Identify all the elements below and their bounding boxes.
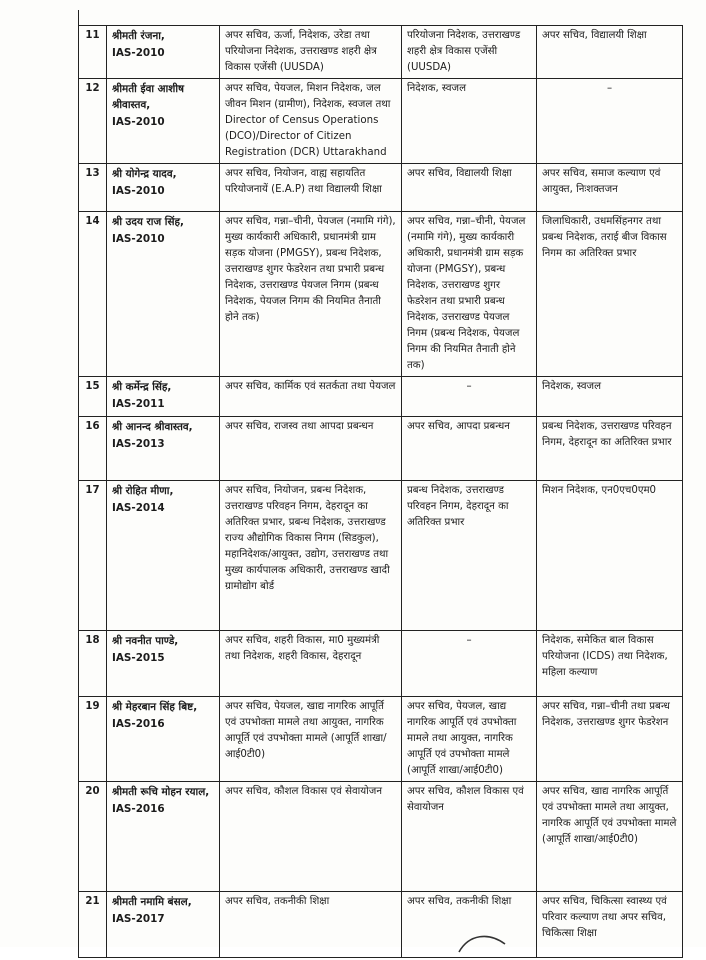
new-posting xyxy=(402,377,537,417)
relieved-posting: अपर सचिव, समाज कल्याण एवं आयुक्त, निःशक्तजन xyxy=(537,164,683,212)
current-posting: अपर सचिव, पेयजल, मिशन निदेशक, जल जीवन मिशन (ग्रामीण), निदेशक, स्वजल तथा Director of Census Operations (DCO)/Director of Citizen Registration (DCR) Uttarakhand xyxy=(220,79,402,164)
officer-service: IAS-2011 xyxy=(112,398,165,410)
serial-number: 13 xyxy=(79,164,107,212)
serial-number: 17 xyxy=(79,481,107,631)
officer-service: IAS-2015 xyxy=(112,652,165,664)
relieved-posting: अपर सचिव, चिकित्सा स्वास्थ्य एवं परिवार कल्याण तथा अपर सचिव, चिकित्सा शिक्षा xyxy=(537,892,683,958)
relieved-posting xyxy=(537,79,683,164)
serial-number: 19 xyxy=(79,697,107,782)
table-row xyxy=(79,417,683,481)
officer-cell xyxy=(107,377,220,417)
officer-service: IAS-2016 xyxy=(112,803,165,815)
table-row xyxy=(79,892,683,958)
officer-cell xyxy=(107,417,220,481)
table-row xyxy=(79,26,683,79)
officer-cell xyxy=(107,782,220,892)
new-posting: अपर सचिव, गन्ना–चीनी, पेयजल (नमामि गंगे), मुख्य कार्यकारी अधिकारी, प्रधानमंत्री ग्राम सड़क योजना (PMGSY), प्रबन्ध निदेशक, उत्तराखण्ड शुगर फेडरेशन तथा प्रभारी प्रबन्ध निदेशक, उत्तराखण्ड पेयजल निगम (प्रबन्ध निदेशक, पेयजल निगम की नियमित तैनाती होने तक) xyxy=(402,212,537,377)
officer-name: श्री कर्मेन्द्र सिंह, xyxy=(112,381,172,393)
relieved-posting: अपर सचिव, गन्ना–चीनी तथा प्रबन्ध निदेशक, उत्तराखण्ड शुगर फेडरेशन xyxy=(537,697,683,782)
relieved-posting: अपर सचिव, खाद्य नागरिक आपूर्ति एवं उपभोक्ता मामले तथा आयुक्त, नागरिक आपूर्ति एवं उपभोक्ता मामले (आपूर्ति शाखा/आई0टी0) xyxy=(537,782,683,892)
officer-service: IAS-2010 xyxy=(112,116,165,128)
relieved-posting: प्रबन्ध निदेशक, उत्तराखण्ड परिवहन निगम, देहरादून का अतिरिक्त प्रभार xyxy=(537,417,683,481)
officer-name: श्री आनन्द श्रीवास्तव, xyxy=(112,421,193,433)
new-posting: निदेशक, स्वजल xyxy=(402,79,537,164)
serial-number: 12 xyxy=(79,79,107,164)
relieved-posting: मिशन निदेशक, एन0एच0एम0 xyxy=(537,481,683,631)
officer-name: श्रीमती नमामि बंसल, xyxy=(112,896,192,908)
officer-name: श्रीमती ईवा आशीष श्रीवास्तव, xyxy=(112,83,185,111)
current-posting: अपर सचिव, राजस्व तथा आपदा प्रबन्धन xyxy=(220,417,402,481)
officer-service: IAS-2017 xyxy=(112,913,165,925)
officer-name: श्री मेहरबान सिंह बिष्ट, xyxy=(112,701,198,713)
officer-name: श्री नवनीत पाण्डे, xyxy=(112,635,179,647)
current-posting: अपर सचिव, ऊर्जा, निदेशक, उरेडा तथा परियोजना निदेशक, उत्तराखण्ड शहरी क्षेत्र विकास एजेंसी (UUSDA) xyxy=(220,26,402,79)
current-posting: अपर सचिव, पेयजल, खाद्य नागरिक आपूर्ति एवं उपभोक्ता मामले तथा आयुक्त, नागरिक आपूर्ति एवं उपभोक्ता मामले (आपूर्ति शाखा/आई0टी0) xyxy=(220,697,402,782)
officer-service: IAS-2014 xyxy=(112,502,165,514)
officer-cell xyxy=(107,697,220,782)
current-posting: अपर सचिव, शहरी विकास, मा0 मुख्यमंत्री तथा निदेशक, शहरी विकास, देहरादून xyxy=(220,631,402,697)
officer-cell xyxy=(107,164,220,212)
officer-name: श्री योगेन्द्र यादव, xyxy=(112,168,177,180)
officer-cell xyxy=(107,26,220,79)
officer-name: श्री रोहित मीणा, xyxy=(112,485,174,497)
current-posting: अपर सचिव, कौशल विकास एवं सेवायोजन xyxy=(220,782,402,892)
new-posting: अपर सचिव, तकनीकी शिक्षा xyxy=(402,892,537,958)
officer-cell xyxy=(107,79,220,164)
officer-service: IAS-2013 xyxy=(112,438,165,450)
table-row xyxy=(79,631,683,697)
current-posting: अपर सचिव, तकनीकी शिक्षा xyxy=(220,892,402,958)
serial-number: 14 xyxy=(79,212,107,377)
officer-name: श्री उदय राज सिंह, xyxy=(112,216,184,228)
serial-number: 15 xyxy=(79,377,107,417)
new-posting: प्रबन्ध निदेशक, उत्तराखण्ड परिवहन निगम, देहरादून का अतिरिक्त प्रभार xyxy=(402,481,537,631)
new-posting: अपर सचिव, पेयजल, खाद्य नागरिक आपूर्ति एवं उपभोक्ता मामले तथा आयुक्त, नागरिक आपूर्ति एवं उपभोक्ता मामले (आपूर्ति शाखा/आई0टी0) xyxy=(402,697,537,782)
officer-name: श्रीमती रंजना, xyxy=(112,30,165,42)
current-posting: अपर सचिव, नियोजन, वाह्य सहायतित परियोजनायें (E.A.P) तथा विद्यालयी शिक्षा xyxy=(220,164,402,212)
new-posting: अपर सचिव, कौशल विकास एवं सेवायोजन xyxy=(402,782,537,892)
table-row xyxy=(79,164,683,212)
serial-number: 16 xyxy=(79,417,107,481)
officer-service: IAS-2010 xyxy=(112,233,165,245)
current-posting: अपर सचिव, गन्ना–चीनी, पेयजल (नमामि गंगे), मुख्य कार्यकारी अधिकारी, प्रधानमंत्री ग्राम सड़क योजना (PMGSY), प्रबन्ध निदेशक, उत्तराखण्ड शुगर फेडरेशन तथा प्रभारी प्रबन्ध निदेशक, उत्तराखण्ड पेयजल निगम (प्रबन्ध निदेशक, पेयजल निगम की नियमित तैनाती होने तक) xyxy=(220,212,402,377)
table-row xyxy=(79,697,683,782)
no-entry-dash: – xyxy=(606,83,613,94)
no-entry-dash: – xyxy=(466,381,472,392)
new-posting: अपर सचिव, विद्यालयी शिक्षा xyxy=(402,164,537,212)
officer-service: IAS-2010 xyxy=(112,185,165,197)
current-posting: अपर सचिव, कार्मिक एवं सतर्कता तथा पेयजल xyxy=(220,377,402,417)
table-row xyxy=(79,377,683,417)
current-posting: अपर सचिव, नियोजन, प्रबन्ध निदेशक, उत्तराखण्ड परिवहन निगम, देहरादून का अतिरिक्त प्रभार, प्रबन्ध निदेशक, उत्तराखण्ड राज्य औद्योगिक विकास निगम (सिडकुल), महानिदेशक/आयुक्त, उद्योग, उत्तराखण्ड तथा मुख्य कार्यपालक अधिकारी, उत्तराखण्ड खादी ग्रामोद्योग बोर्ड xyxy=(220,481,402,631)
table-row xyxy=(79,481,683,631)
new-posting: परियोजना निदेशक, उत्तराखण्ड शहरी क्षेत्र विकास एजेंसी (UUSDA) xyxy=(402,26,537,79)
serial-number: 18 xyxy=(79,631,107,697)
transfer-table xyxy=(78,25,683,958)
serial-number: 11 xyxy=(79,26,107,79)
no-entry-dash: – xyxy=(466,635,472,646)
table-row xyxy=(79,782,683,892)
table-row xyxy=(79,79,683,164)
table-continuation-edge xyxy=(78,10,682,25)
relieved-posting: निदेशक, समेकित बाल विकास परियोजना (ICDS) तथा निदेशक, महिला कल्याण xyxy=(537,631,683,697)
new-posting xyxy=(402,631,537,697)
serial-number: 21 xyxy=(79,892,107,958)
officer-service: IAS-2010 xyxy=(112,47,165,59)
serial-number: 20 xyxy=(79,782,107,892)
officer-name: श्रीमती रूचि मोहन रयाल, xyxy=(112,786,210,798)
relieved-posting: जिलाधिकारी, उधमसिंहनगर तथा प्रबन्ध निदेशक, तराई बीज विकास निगम का अतिरिक्त प्रभार xyxy=(537,212,683,377)
officer-cell xyxy=(107,892,220,958)
signature-curl-mark xyxy=(455,930,515,960)
officer-service: IAS-2016 xyxy=(112,718,165,730)
new-posting: अपर सचिव, आपदा प्रबन्धन xyxy=(402,417,537,481)
table-row xyxy=(79,212,683,377)
officer-cell xyxy=(107,212,220,377)
relieved-posting: अपर सचिव, विद्यालयी शिक्षा xyxy=(537,26,683,79)
officer-cell xyxy=(107,631,220,697)
officer-cell xyxy=(107,481,220,631)
relieved-posting: निदेशक, स्वजल xyxy=(537,377,683,417)
